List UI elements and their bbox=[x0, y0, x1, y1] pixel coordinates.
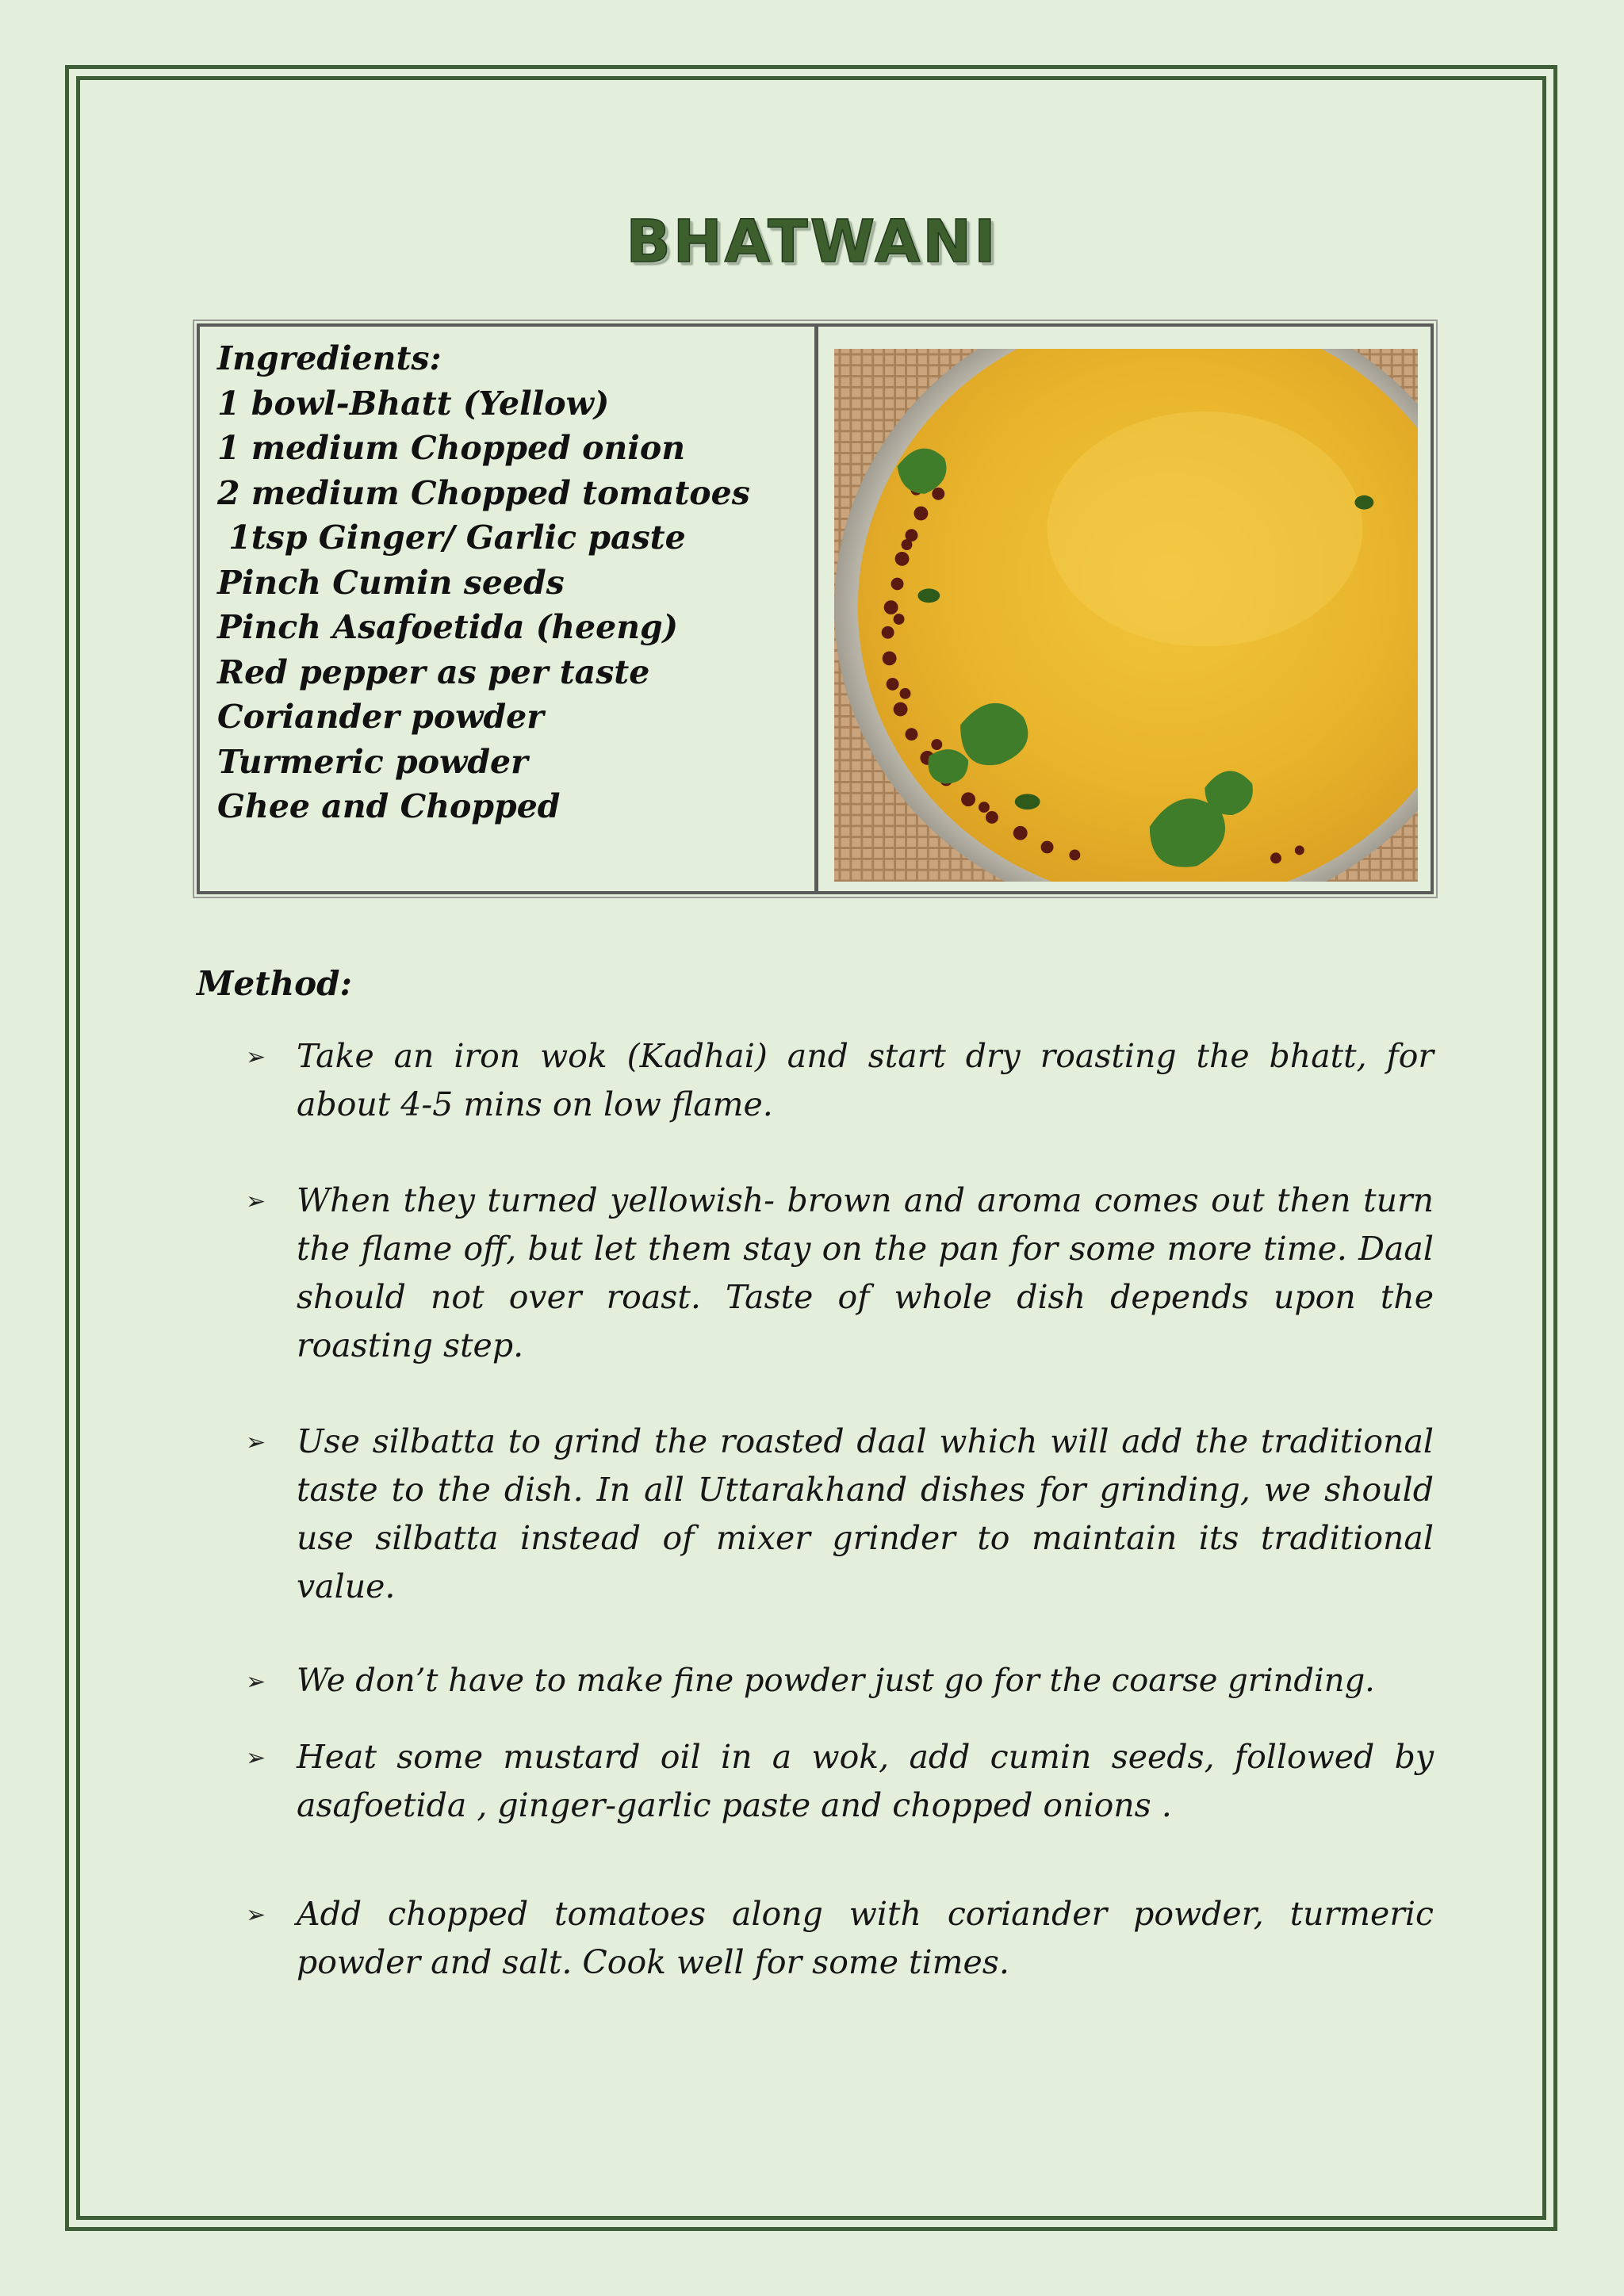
method-step bbox=[197, 1418, 1434, 1611]
arrow-bullet-icon: ➢ bbox=[246, 1744, 266, 1772]
method-step-text: Heat some mustard oil in a wok, add cumin seeds, followed by asafoetida , ginger-garlic paste and chopped onions . bbox=[297, 1738, 1434, 1824]
method-step bbox=[197, 1890, 1434, 1987]
method-step-text: When they turned yellowish- brown and aroma comes out then turn the flame off, but let them stay on the pan for some more time. Daal should not over roast. Taste of whole dish depends upon the roasting step. bbox=[297, 1181, 1434, 1364]
ingredient-item: Pinch Cumin seeds bbox=[217, 563, 565, 602]
ingredient-item: Ghee and Chopped bbox=[217, 787, 561, 825]
arrow-bullet-icon: ➢ bbox=[246, 1668, 266, 1696]
dish-photo bbox=[834, 349, 1418, 882]
method-step bbox=[197, 1657, 1434, 1705]
ingredient-item: Turmeric powder bbox=[217, 742, 528, 781]
method-step bbox=[197, 1733, 1434, 1830]
ingredient-item: 2 medium Chopped tomatoes bbox=[217, 473, 750, 512]
ingredients-heading: Ingredients: bbox=[217, 339, 442, 377]
recipe-title: BHATWANI bbox=[626, 208, 998, 276]
dish-image-cell bbox=[818, 327, 1431, 891]
arrow-bullet-icon: ➢ bbox=[246, 1429, 266, 1456]
method-heading: Method: bbox=[197, 964, 353, 1003]
arrow-bullet-icon: ➢ bbox=[246, 1043, 266, 1071]
method-step-text: Add chopped tomatoes along with coriander powder, turmeric powder and salt. Cook well for some times. bbox=[297, 1895, 1434, 1981]
arrow-bullet-icon: ➢ bbox=[246, 1188, 266, 1215]
method-step-text: We don’t have to make fine powder just go for the coarse grinding. bbox=[297, 1663, 1375, 1699]
ingredient-item: 1tsp Ginger/ Garlic paste bbox=[217, 519, 686, 557]
method-step-text: Use silbatta to grind the roasted daal which will add the traditional taste to the dish. In all Uttarakhand dishes for grinding, we should use silbatta instead of mixer grinder to maintain its traditional value. bbox=[297, 1422, 1434, 1605]
ingredient-item: Pinch Asafoetida (heeng) bbox=[217, 608, 679, 646]
ingredient-item: Coriander powder bbox=[217, 698, 544, 736]
ingredients-cell bbox=[200, 327, 818, 891]
ingredient-item: Red pepper as per taste bbox=[217, 652, 650, 691]
method-step bbox=[197, 1032, 1434, 1129]
ingredients-table bbox=[197, 323, 1434, 894]
method-step-text: Take an iron wok (Kadhai) and start dry roasting the bhatt, for about 4-5 mins on low flame. bbox=[297, 1037, 1434, 1123]
arrow-bullet-icon: ➢ bbox=[246, 1901, 266, 1929]
ingredient-item: 1 bowl-Bhatt (Yellow) bbox=[217, 384, 610, 423]
ingredient-item: 1 medium Chopped onion bbox=[217, 429, 686, 467]
method-step bbox=[197, 1177, 1434, 1370]
